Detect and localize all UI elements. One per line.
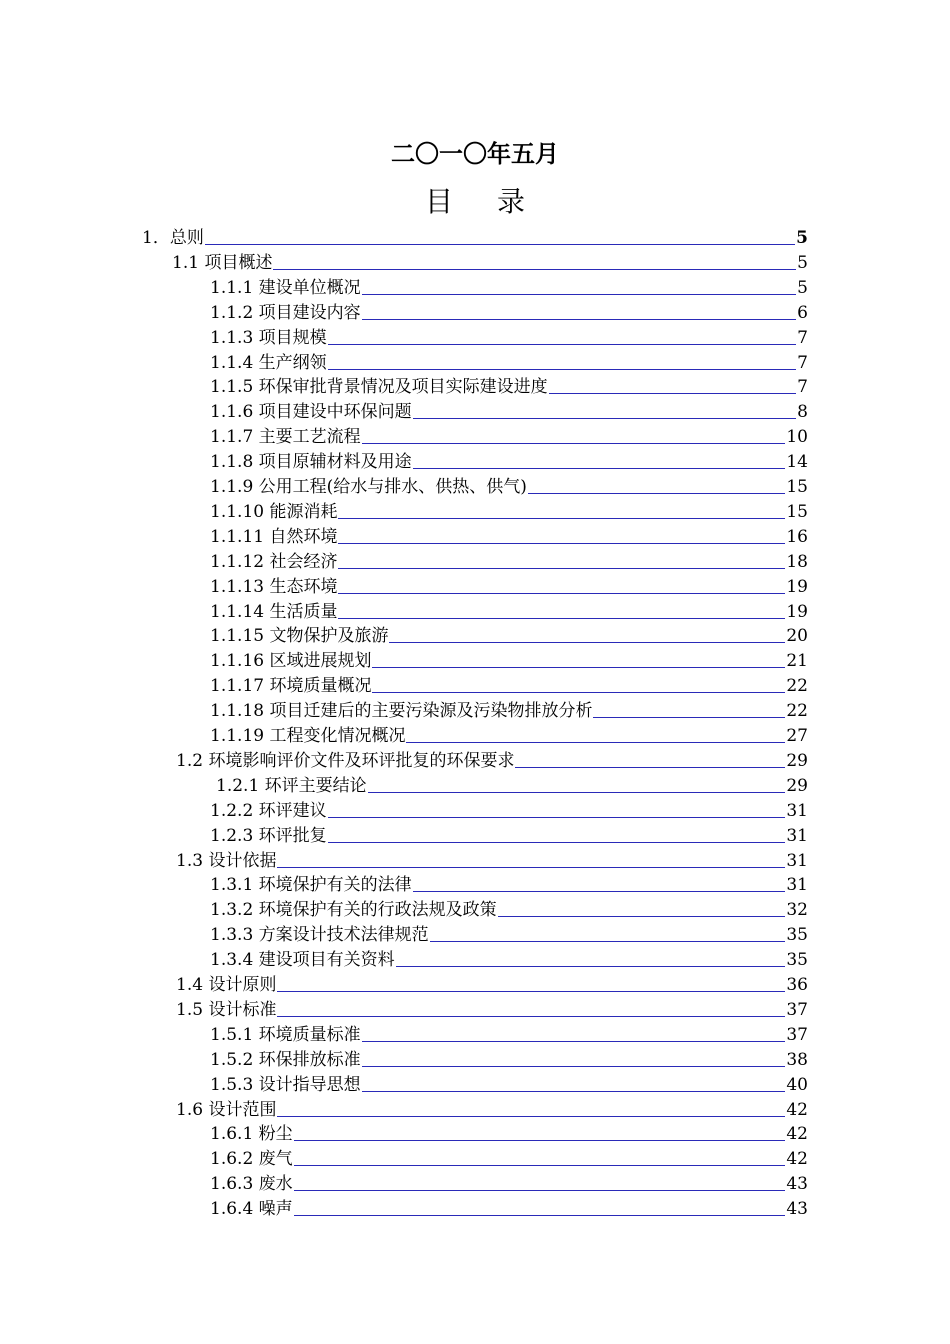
toc-entry[interactable] xyxy=(210,1172,808,1194)
toc-leader-line xyxy=(515,767,785,768)
toc-entry-page: 8 xyxy=(797,402,808,423)
toc-entry-label: 1.1.12 社会经济 xyxy=(210,551,338,572)
toc-entry-label: 1.5.3 设计指导思想 xyxy=(210,1074,361,1095)
toc-leader-line xyxy=(294,1140,786,1141)
toc-entry-page: 10 xyxy=(786,427,808,448)
toc-title-char-1: 目 xyxy=(424,185,453,218)
toc-entry[interactable] xyxy=(210,1147,808,1169)
toc-entry[interactable] xyxy=(216,774,808,796)
toc-entry-label: 1.1.9 公用工程(给水与排水、供热、供气) xyxy=(210,477,527,497)
toc-title xyxy=(0,180,950,220)
toc-leader-line xyxy=(294,1165,786,1166)
toc-entry-page: 5 xyxy=(796,228,808,248)
toc-entry[interactable] xyxy=(210,326,808,348)
toc-entry-label: 1.2.2 环评建议 xyxy=(210,800,327,821)
toc-entry-label: 1.6.4 噪声 xyxy=(210,1199,293,1220)
toc-leader-line xyxy=(362,294,797,295)
toc-leader-line xyxy=(328,369,797,370)
toc-entry-label: 1.1.14 生活质量 xyxy=(210,601,338,622)
toc-entry-label: 1.6.3 废水 xyxy=(210,1174,293,1195)
toc-leader-line xyxy=(389,642,785,643)
toc-entry-page: 6 xyxy=(797,302,808,323)
toc-entry-label: 1.3.2 环境保护有关的行政法规及政策 xyxy=(210,900,497,921)
toc-entry-page: 43 xyxy=(786,1174,808,1195)
toc-entry-label: 1.5.1 环境质量标准 xyxy=(210,1024,361,1045)
toc-leader-line xyxy=(338,543,785,544)
toc-entry[interactable] xyxy=(210,799,808,821)
toc-entry-page: 29 xyxy=(786,775,808,796)
toc-entry-page: 29 xyxy=(786,750,808,771)
toc-leader-line xyxy=(498,916,786,917)
toc-entry-page: 38 xyxy=(786,1049,808,1070)
toc-entry-label: 1.1.1 建设单位概况 xyxy=(210,277,361,298)
toc-entry[interactable] xyxy=(210,500,808,522)
toc-entry-label: 1.2.3 环评批复 xyxy=(210,825,327,846)
toc-entry-label: 1.1.13 生态环境 xyxy=(210,576,338,597)
toc-entry-label: 1.5.2 环保排放标准 xyxy=(210,1049,361,1070)
toc-entry-page: 7 xyxy=(797,327,808,348)
toc-leader-line xyxy=(372,667,785,668)
toc-leader-line xyxy=(338,518,785,519)
toc-entry-page: 36 xyxy=(786,975,808,995)
toc-leader-line xyxy=(328,344,797,345)
toc-leader-line xyxy=(362,1041,786,1042)
toc-title-char-2: 录 xyxy=(497,185,526,218)
toc-entry-page: 37 xyxy=(786,999,808,1020)
toc-leader-line xyxy=(338,618,785,619)
toc-leader-line xyxy=(338,593,785,594)
toc-entry-label: 1.1.19 工程变化情况概况 xyxy=(210,726,406,746)
toc-entry-page: 19 xyxy=(786,576,808,597)
toc-leader-line xyxy=(372,692,785,693)
toc-entry-label: 1.3.1 环境保护有关的法律 xyxy=(210,875,412,896)
toc-entry[interactable] xyxy=(210,450,808,472)
toc-leader-line xyxy=(362,443,786,444)
toc-entry-label: 1.1.18 项目迁建后的主要污染源及污染物排放分析 xyxy=(210,701,593,722)
toc-entry-page: 21 xyxy=(786,651,808,672)
toc-entry-page: 43 xyxy=(786,1199,808,1220)
toc-entry-page: 42 xyxy=(786,1099,808,1120)
toc-entry-page: 31 xyxy=(786,825,808,846)
toc-leader-line xyxy=(406,742,785,743)
toc-entry[interactable] xyxy=(176,998,808,1020)
toc-leader-line xyxy=(396,966,786,967)
toc-entry[interactable] xyxy=(210,948,808,970)
toc-entry-label: 1.1.2 项目建设内容 xyxy=(210,302,361,323)
toc-leader-line xyxy=(362,1066,786,1067)
toc-leader-line xyxy=(593,717,785,718)
toc-entry-label: 1.2.1 环评主要结论 xyxy=(216,775,367,796)
toc-entry[interactable] xyxy=(210,1023,808,1045)
toc-leader-line xyxy=(273,269,796,270)
toc-entry[interactable] xyxy=(210,575,808,597)
toc-entry-label: 1.3.3 方案设计技术法律规范 xyxy=(210,925,429,946)
toc-entry[interactable] xyxy=(210,425,808,447)
toc-entry-page: 31 xyxy=(786,875,808,896)
toc-entry[interactable] xyxy=(210,1197,808,1219)
toc-leader-line xyxy=(549,393,797,394)
toc-entry[interactable] xyxy=(210,873,808,895)
toc-entry[interactable] xyxy=(210,724,808,746)
toc-entry-page: 22 xyxy=(786,676,808,697)
toc-entry[interactable] xyxy=(210,624,808,646)
toc-entry-page: 15 xyxy=(786,477,808,497)
toc-entry-label: 1.3 设计依据 xyxy=(176,850,277,871)
toc-entry-page: 5 xyxy=(797,252,808,273)
toc-entry-label: 1.2 环境影响评价文件及环评批复的环保要求 xyxy=(176,750,515,771)
toc-entry-page: 19 xyxy=(786,601,808,622)
toc-entry[interactable] xyxy=(210,400,808,422)
toc-entry-page: 5 xyxy=(797,277,808,298)
toc-entry-label: 1.5 设计标准 xyxy=(176,999,277,1020)
toc-leader-line xyxy=(328,817,786,818)
toc-entry-label: 1.4 设计原则 xyxy=(176,975,277,995)
toc-entry[interactable] xyxy=(210,375,808,397)
toc-entry-label: 1.1.10 能源消耗 xyxy=(210,501,338,522)
toc-entry-page: 40 xyxy=(786,1074,808,1095)
toc-entry[interactable] xyxy=(210,699,808,721)
toc-leader-line xyxy=(368,792,786,793)
toc-entry-page: 7 xyxy=(797,377,808,398)
toc-entry-page: 22 xyxy=(786,701,808,722)
document-date: 二〇一〇年五月 xyxy=(391,139,559,168)
toc-leader-line xyxy=(205,244,795,245)
toc-entry[interactable] xyxy=(210,824,808,846)
toc-entry[interactable] xyxy=(210,525,808,547)
toc-entry[interactable] xyxy=(176,973,808,995)
toc-leader-line xyxy=(277,867,785,868)
toc-entry-page: 18 xyxy=(786,551,808,572)
toc-entry[interactable] xyxy=(210,898,808,920)
toc-entry[interactable] xyxy=(210,600,808,622)
toc-entry-label: 1.1.16 区域进展规划 xyxy=(210,651,372,672)
toc-entry[interactable] xyxy=(210,351,808,373)
toc-entry-label: 1.1.7 主要工艺流程 xyxy=(210,427,361,448)
toc-entry-page: 15 xyxy=(786,501,808,522)
toc-entry-label: 1.1.6 项目建设中环保问题 xyxy=(210,402,412,423)
toc-entry-page: 35 xyxy=(786,950,808,971)
toc-leader-line xyxy=(362,1091,786,1092)
toc-entry[interactable] xyxy=(210,1048,808,1070)
toc-entry-page: 20 xyxy=(786,626,808,647)
toc-entry-page: 31 xyxy=(786,850,808,871)
toc-leader-line xyxy=(413,418,797,419)
toc-entry-label: 1.1.3 项目规模 xyxy=(210,327,327,348)
toc-entry-page: 32 xyxy=(786,900,808,921)
toc-leader-line xyxy=(294,1190,786,1191)
toc-entry-page: 7 xyxy=(797,352,808,373)
toc-entry[interactable] xyxy=(210,1122,808,1144)
toc-entry-label: 1.1 项目概述 xyxy=(172,252,273,273)
toc-entry-page: 31 xyxy=(786,800,808,821)
toc-entry[interactable] xyxy=(210,475,808,497)
toc-entry-label: 1.6.1 粉尘 xyxy=(210,1124,293,1145)
toc-entry-page: 14 xyxy=(786,452,808,473)
toc-entry-page: 42 xyxy=(786,1149,808,1170)
toc-entry[interactable] xyxy=(210,301,808,323)
toc-entry[interactable] xyxy=(176,749,808,771)
toc-entry-page: 27 xyxy=(786,726,808,746)
toc-entry[interactable] xyxy=(210,276,808,298)
toc-leader-line xyxy=(413,891,786,892)
toc-entry[interactable] xyxy=(176,1098,808,1120)
toc-entry-label: 1.1.4 生产纲领 xyxy=(210,352,327,373)
toc-leader-line xyxy=(430,941,786,942)
toc-entry[interactable] xyxy=(172,251,808,273)
toc-leader-line xyxy=(528,493,785,494)
toc-leader-line xyxy=(413,468,786,469)
toc-entry-page: 35 xyxy=(786,925,808,946)
toc-entry[interactable] xyxy=(176,849,808,871)
toc-entry[interactable] xyxy=(210,649,808,671)
toc-entry[interactable] xyxy=(210,674,808,696)
toc-entry-label: 1.6.2 废气 xyxy=(210,1149,293,1170)
toc-leader-line xyxy=(328,842,786,843)
toc-leader-line xyxy=(338,568,785,569)
toc-leader-line xyxy=(294,1215,786,1216)
toc-entry-page: 42 xyxy=(786,1124,808,1145)
toc-entry[interactable] xyxy=(210,1073,808,1095)
toc-entry[interactable] xyxy=(210,923,808,945)
toc-entry[interactable] xyxy=(142,226,808,248)
toc-leader-line xyxy=(277,1016,785,1017)
toc-leader-line xyxy=(277,1116,785,1117)
toc-entry-label: 1.1.15 文物保护及旅游 xyxy=(210,626,389,647)
toc-entry-label: 1.1.8 项目原辅材料及用途 xyxy=(210,452,412,473)
toc-entry-label: 1.3.4 建设项目有关资料 xyxy=(210,950,395,971)
toc-entry-label: 1.1.17 环境质量概况 xyxy=(210,676,372,697)
toc-entry-page: 16 xyxy=(786,526,808,547)
toc-entry-label: 1.6 设计范围 xyxy=(176,1099,277,1120)
toc-entry[interactable] xyxy=(210,550,808,572)
toc-entry-label: 1．总则 xyxy=(142,228,204,248)
toc-entry-page: 37 xyxy=(786,1024,808,1045)
toc-entry-label: 1.1.11 自然环境 xyxy=(210,526,338,547)
toc-leader-line xyxy=(362,319,797,320)
toc-entry-label: 1.1.5 环保审批背景情况及项目实际建设进度 xyxy=(210,377,548,398)
toc-leader-line xyxy=(277,991,785,992)
